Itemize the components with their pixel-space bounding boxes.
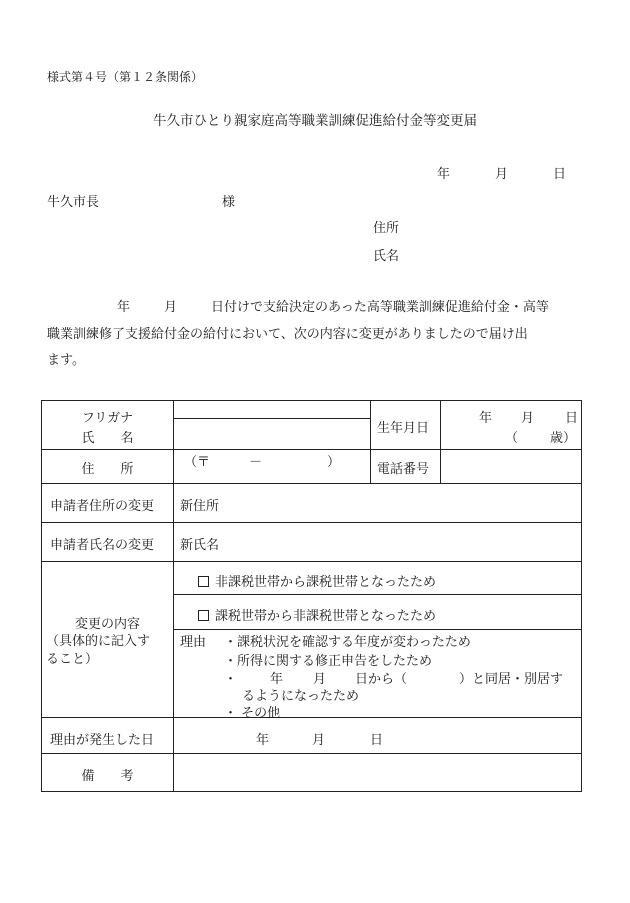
- reason-date-day: 日: [370, 733, 384, 748]
- date-month: 月: [495, 167, 509, 182]
- body-line1: 日付けで支給決定のあった高等職業訓練促進給付金・高等: [211, 300, 549, 315]
- reason-cohab-day: 日から（: [355, 672, 408, 687]
- change-content-label-3: ること）: [46, 652, 99, 667]
- birth-day: 日: [565, 411, 579, 426]
- document-title: 牛久市ひとり親家庭高等職業訓練促進給付金等変更届: [153, 113, 477, 129]
- option-taxable-checkbox[interactable]: [198, 576, 209, 587]
- change-form-table: [41, 400, 582, 792]
- remarks-label: 備 考: [81, 769, 134, 784]
- phone-label: 電話番号: [377, 462, 430, 477]
- option-taxable-label: 非課税世帯から課税世帯となったため: [215, 575, 437, 590]
- body-month: 月: [164, 300, 178, 315]
- option-nontaxable-row[interactable]: [198, 605, 436, 624]
- birthdate-label: 生年月日: [377, 421, 430, 436]
- age-unit: 歳）: [550, 431, 577, 446]
- reason-amended-return: ・所得に関する修正申告をしたため: [224, 654, 433, 669]
- reason-cohab-continued: るようになったため: [242, 689, 360, 704]
- change-name-label: 申請者氏名の変更: [50, 538, 155, 553]
- furigana-label: フリガナ: [81, 411, 134, 426]
- new-address-label: 新住所: [180, 499, 220, 514]
- change-address-label: 申請者住所の変更: [50, 499, 155, 514]
- option-nontaxable-label: 課税世帯から非課税世帯となったため: [215, 609, 437, 624]
- option-nontaxable-checkbox[interactable]: [198, 610, 209, 621]
- date-day: 日: [553, 167, 567, 182]
- address-label: 住 所: [81, 462, 134, 477]
- notification-body: [47, 295, 587, 375]
- reason-label: 理由: [180, 635, 207, 650]
- reason-date-label: 理由が発生した日: [50, 733, 155, 748]
- reason-other: ・ その他: [224, 706, 281, 721]
- reason-cohab-year: 年: [270, 672, 284, 687]
- body-line3: ます。: [47, 353, 85, 368]
- applicant-address-label: 住所: [373, 221, 400, 236]
- postal-code-field: （〒 － ）: [184, 455, 341, 470]
- form-number: 様式第４号（第１２条関係）: [47, 70, 204, 84]
- body-line2: 職業訓練修了支援給付金の給付において、次の内容に変更がありましたので届け出: [47, 326, 528, 342]
- body-year: 年: [117, 300, 131, 315]
- name-label: 氏 名: [81, 431, 134, 446]
- birth-year: 年: [479, 411, 493, 426]
- reason-cohab-month: 月: [313, 672, 327, 687]
- birth-month: 月: [521, 411, 535, 426]
- date-year: 年: [437, 167, 451, 182]
- change-content-label-2: （具体的に記入す: [46, 634, 151, 649]
- reason-date-month: 月: [312, 733, 326, 748]
- option-taxable-row[interactable]: [198, 571, 436, 590]
- reason-cohabitation: ・: [224, 672, 238, 687]
- addressee-honorific: 様: [222, 195, 236, 210]
- change-content-label-1: 変更の内容: [74, 617, 140, 632]
- age-open: （: [505, 431, 519, 446]
- reason-cohab-close: ）と同居・別居す: [459, 672, 564, 687]
- reason-tax-year: ・課税状況を確認する年度が変わったため: [224, 635, 471, 650]
- new-name-label: 新氏名: [180, 538, 220, 553]
- addressee-name: 牛久市長: [47, 195, 100, 210]
- reason-date-year: 年: [256, 733, 270, 748]
- applicant-name-label: 氏名: [373, 249, 400, 264]
